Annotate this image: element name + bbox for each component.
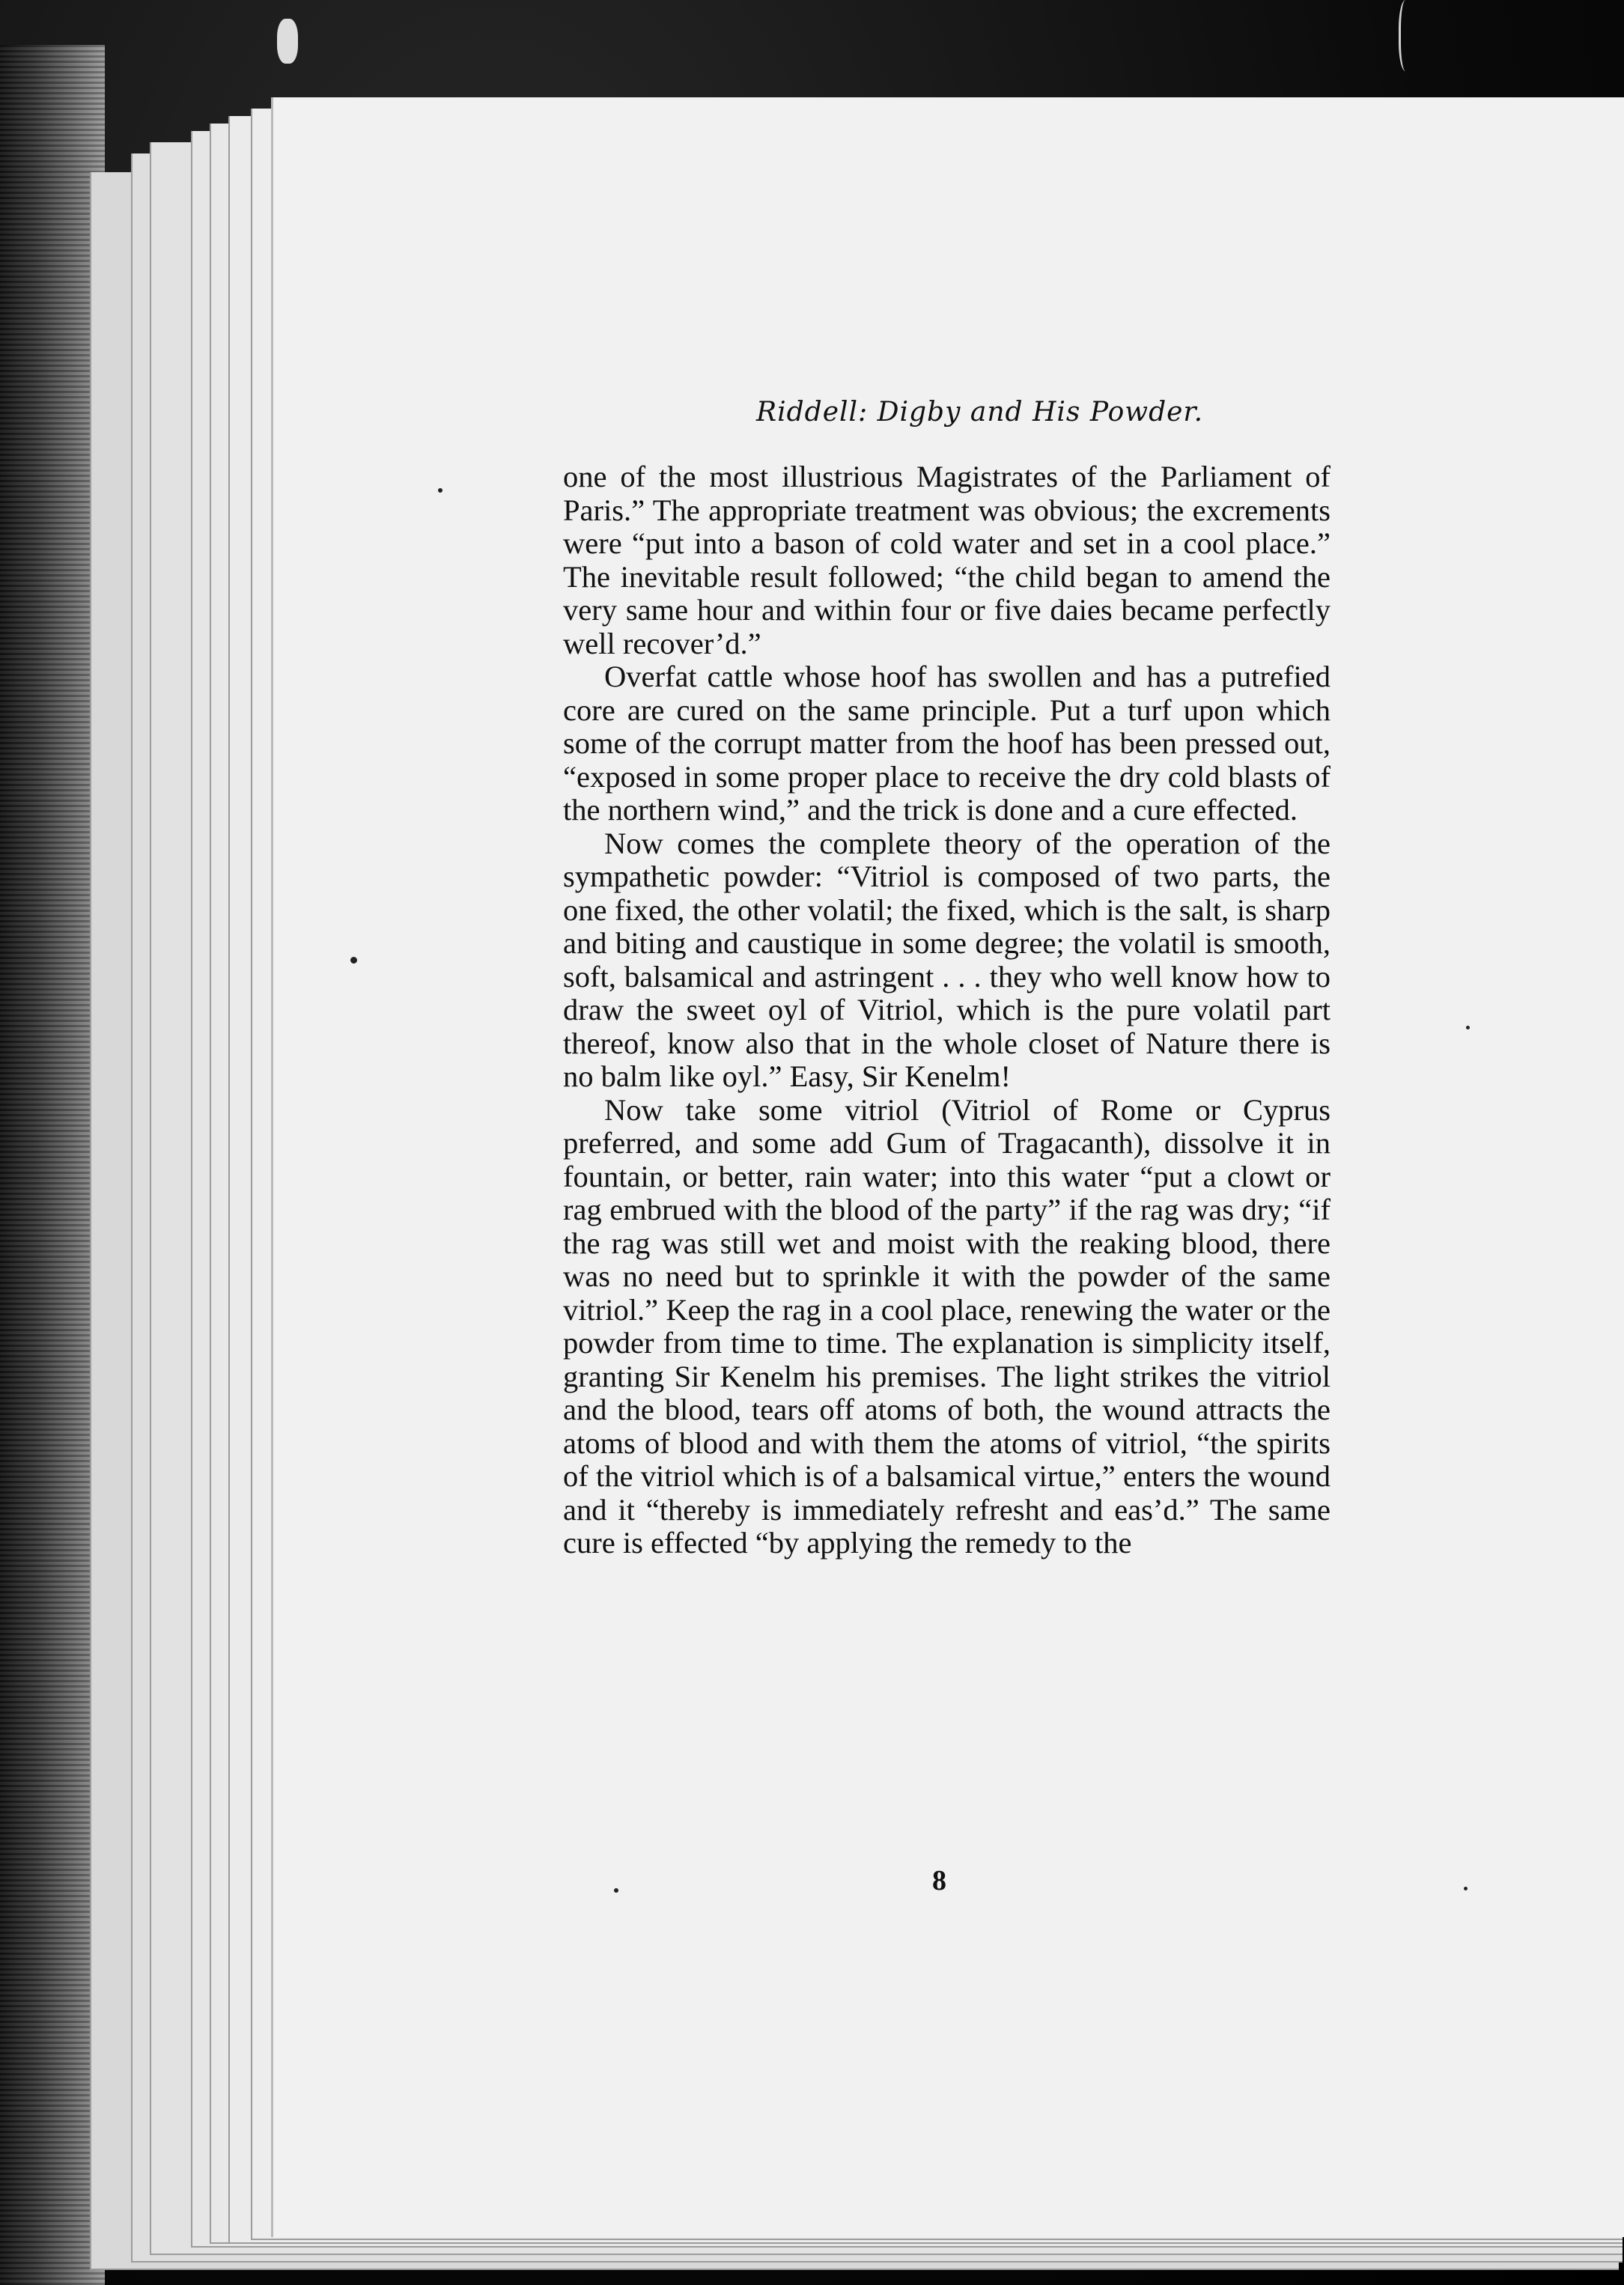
dust-speck: [350, 957, 357, 964]
book-spine-edge: [0, 45, 105, 2285]
paragraph: one of the most illustrious Magistrates of the Parliament of Paris.” The appropriate treatment was obvious; the excrements were “put into a bason of cold water and set in a cool place.” The inevitable result followed; “the child began to amend the very same hour and within four or five daies became perfectly well recover’d.”: [563, 460, 1330, 660]
dust-speck: [1466, 1026, 1470, 1029]
running-head: Riddell: Digby and His Powder.: [756, 397, 1204, 428]
body-text: [563, 460, 1330, 1560]
paragraph: Overfat cattle whose hoof has swollen and has a putrefied core are cured on the same principle. Put a turf upon which some of the corrupt matter from the hoof has been pressed out, “exposed in some proper place to receive the dry cold blasts of the northern wind,” and the trick is done and a cure effected.: [563, 660, 1330, 827]
dust-speck: [614, 1888, 618, 1893]
page-number: 8: [932, 1865, 946, 1896]
paragraph: Now take some vitriol (Vitriol of Rome or Cyprus preferred, and some add Gum of Tragacanth), dissolve it in fountain, or better, rain water; into this water “put a clowt or rag embrued with the blood of the party” if the rag was dry; “if the rag was still wet and moist with the reaking blood, there was no need but to sprinkle it with the powder of the same vitriol.” Keep the rag in a cool place, renewing the water or the powder from time to time. The explanation is simplicity itself, granting Sir Kenelm his premises. The light strikes the vitriol and the blood, tears off atoms of both, the wound attracts the atoms of blood and with them the atoms of vitriol, “the spirits of the vitriol which is of a balsamical virtue,” enters the wound and it “thereby is immediately refresht and eas’d.” The same cure is effected “by applying the remedy to the: [563, 1092, 1330, 1560]
dust-speck: [438, 488, 443, 493]
paragraph: Now comes the complete theory of the operation of the sympathetic powder: “Vitriol is composed of two parts, the one fixed, the other volatil; the fixed, which is the salt, is sharp and biting and caustique in some degree; the volatil is smooth, soft, balsamical and astringent . . . they who well know how to draw the sweet oyl of Vitriol, which is the pure volatil part thereof, know also that in the whole closet of Nature there is no balm like oyl.” Easy, Sir Kenelm!: [563, 826, 1330, 1093]
dust-speck: [277, 19, 298, 64]
film-scratch: [1399, 0, 1416, 71]
dust-speck: [1464, 1887, 1468, 1890]
